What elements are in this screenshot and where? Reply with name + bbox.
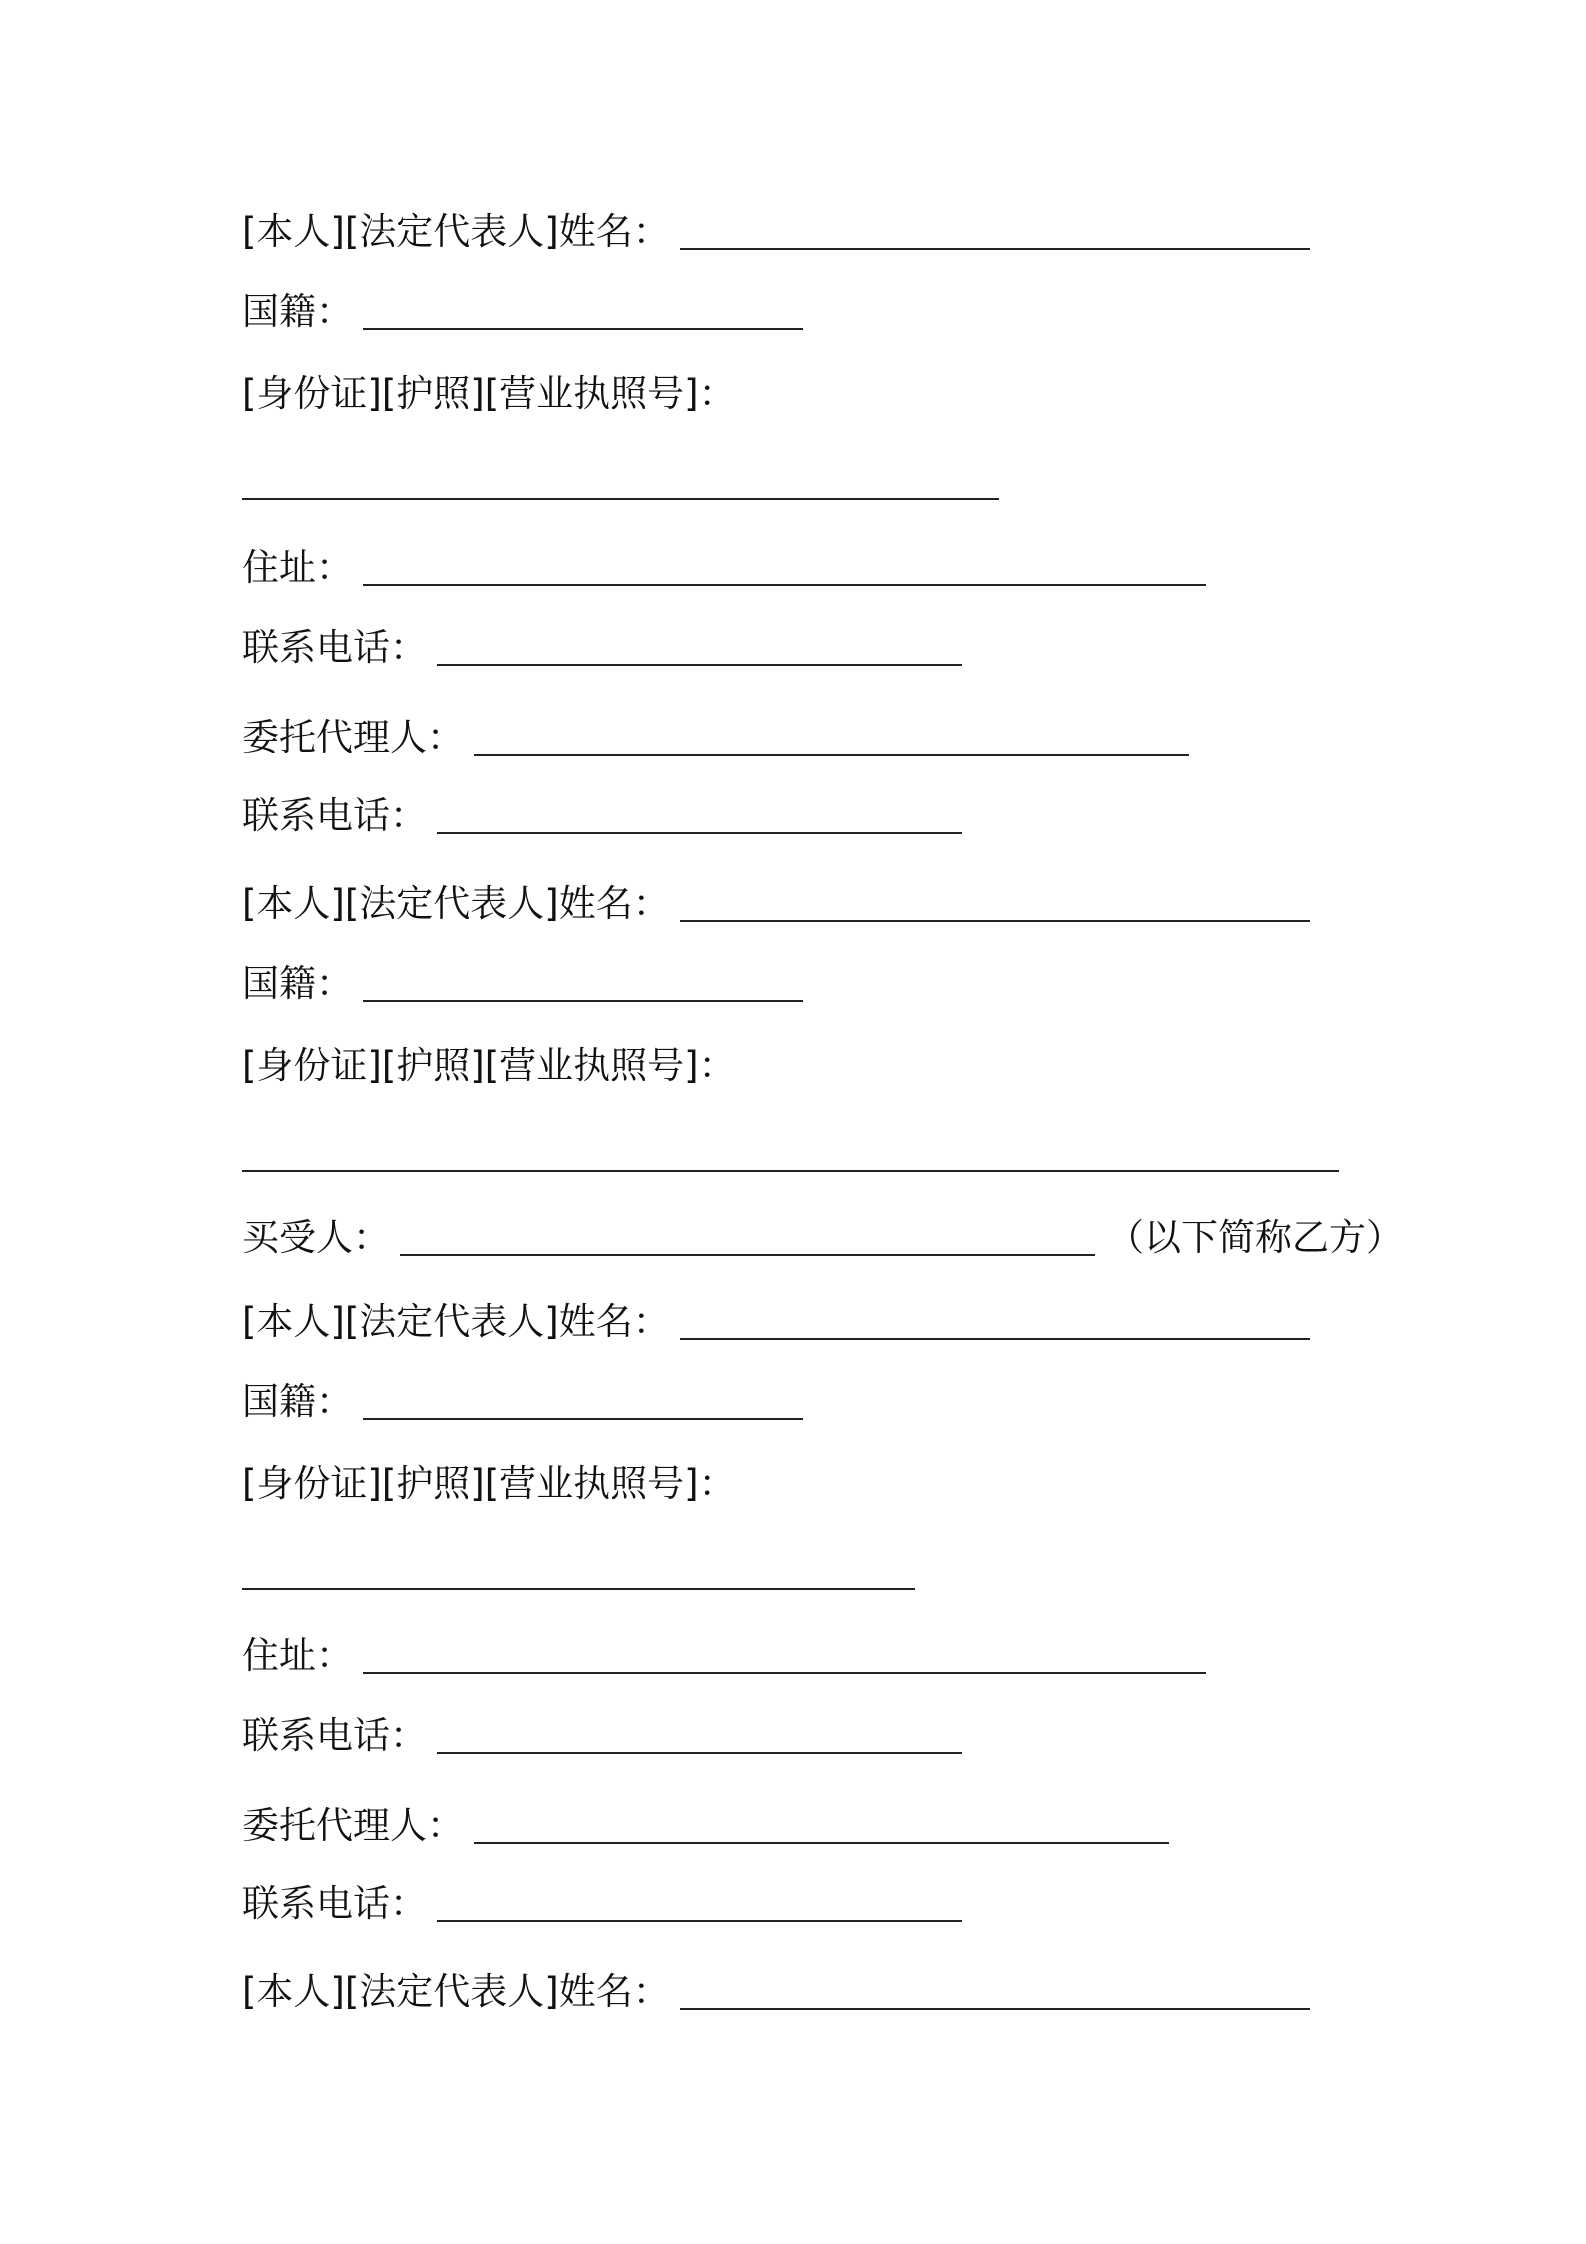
- field-label: 联系电话：: [242, 1714, 427, 1757]
- nationality-blank[interactable]: [363, 298, 803, 330]
- field-label: [身份证][护照][营业执照号]：: [242, 1044, 736, 1087]
- phone-blank[interactable]: [437, 802, 962, 834]
- field-label: 联系电话：: [242, 794, 427, 837]
- phone-blank[interactable]: [437, 634, 962, 666]
- buyer-name-line: [242, 1300, 1310, 1344]
- address-blank[interactable]: [363, 554, 1206, 586]
- field-label: [身份证][护照][营业执照号]：: [242, 372, 736, 415]
- buyer-phone-line: [242, 1714, 962, 1758]
- seller-agent-phone-line: [242, 794, 962, 838]
- buyer-blank[interactable]: [400, 1224, 1095, 1256]
- buyer-rep-name-line: [242, 1970, 1310, 2014]
- rep-id-line: [242, 1044, 736, 1088]
- seller-address-line: [242, 546, 1206, 590]
- name-blank[interactable]: [680, 1978, 1310, 2010]
- phone-blank[interactable]: [437, 1722, 962, 1754]
- rep-name-line: [242, 882, 1310, 926]
- field-label: 住址：: [242, 546, 353, 589]
- buyer-nationality-line: [242, 1380, 803, 1424]
- agent-blank[interactable]: [474, 724, 1189, 756]
- field-label: [身份证][护照][营业执照号]：: [242, 1462, 736, 1505]
- rep-nationality-line: [242, 962, 803, 1006]
- field-label: [本人][法定代表人]姓名：: [242, 210, 670, 253]
- nationality-blank[interactable]: [363, 970, 803, 1002]
- buyer-alias-note: （以下简称乙方）: [1107, 1216, 1403, 1259]
- seller-id-blank-line: [242, 468, 999, 504]
- field-label: 买受人：: [242, 1216, 390, 1259]
- buyer-line: [242, 1216, 1403, 1260]
- name-blank[interactable]: [680, 890, 1310, 922]
- field-label: 国籍：: [242, 962, 353, 1005]
- seller-name-line: [242, 210, 1310, 254]
- nationality-blank[interactable]: [363, 1388, 803, 1420]
- id-number-blank[interactable]: [242, 1558, 915, 1590]
- seller-phone-line: [242, 626, 962, 670]
- rep-id-blank-line: [242, 1140, 1339, 1176]
- name-blank[interactable]: [680, 1308, 1310, 1340]
- buyer-id-blank-line: [242, 1558, 915, 1594]
- address-blank[interactable]: [363, 1642, 1206, 1674]
- field-label: [本人][法定代表人]姓名：: [242, 1970, 670, 2013]
- field-label: [本人][法定代表人]姓名：: [242, 882, 670, 925]
- buyer-address-line: [242, 1634, 1206, 1678]
- phone-blank[interactable]: [437, 1890, 962, 1922]
- seller-nationality-line: [242, 290, 803, 334]
- field-label: 委托代理人：: [242, 1804, 464, 1847]
- buyer-agent-line: [242, 1804, 1169, 1848]
- id-number-blank[interactable]: [242, 468, 999, 500]
- field-label: 联系电话：: [242, 1882, 427, 1925]
- name-blank[interactable]: [680, 218, 1310, 250]
- seller-agent-line: [242, 716, 1189, 760]
- agent-blank[interactable]: [474, 1812, 1169, 1844]
- field-label: 住址：: [242, 1634, 353, 1677]
- buyer-agent-phone-line: [242, 1882, 962, 1926]
- field-label: 联系电话：: [242, 626, 427, 669]
- field-label: 国籍：: [242, 1380, 353, 1423]
- seller-id-line: [242, 372, 736, 416]
- field-label: 委托代理人：: [242, 716, 464, 759]
- field-label: [本人][法定代表人]姓名：: [242, 1300, 670, 1343]
- id-number-blank[interactable]: [242, 1140, 1339, 1172]
- buyer-id-line: [242, 1462, 736, 1506]
- field-label: 国籍：: [242, 290, 353, 333]
